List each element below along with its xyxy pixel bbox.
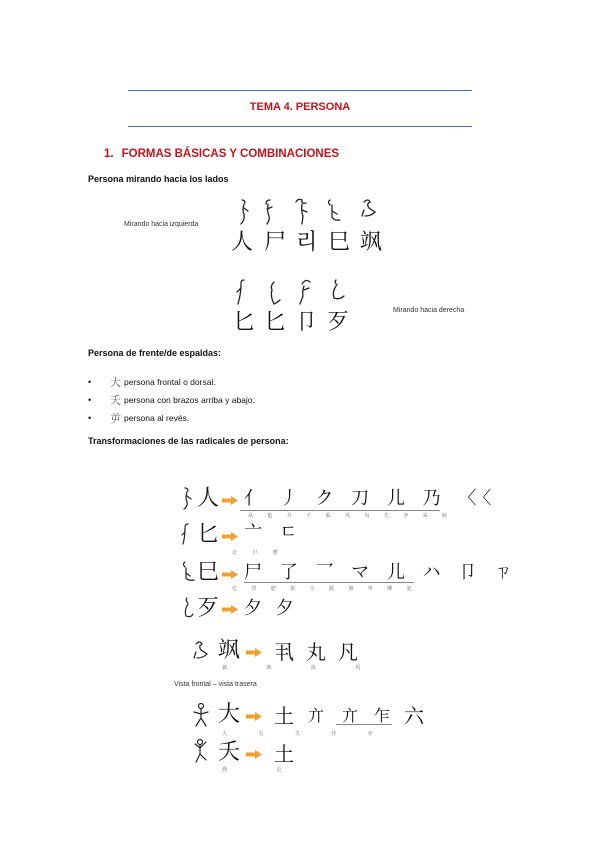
item-char: 屰 bbox=[110, 413, 121, 425]
row6-base: 大 bbox=[218, 702, 241, 727]
ancient-frontal-person-icon bbox=[192, 702, 210, 728]
row2-notes: 北 卢 舊 bbox=[232, 550, 278, 556]
row5-form-2: 丸 bbox=[306, 640, 326, 664]
front-list bbox=[88, 373, 255, 427]
row5-form-3: 凡 bbox=[338, 640, 358, 664]
left-char-2: 尸 bbox=[264, 230, 287, 255]
right-char-2: 匕 bbox=[264, 310, 287, 335]
right-char-3: 卩 bbox=[295, 310, 318, 335]
row1-forms: 亻 丿 ク 刀 儿 乃 〈〈 bbox=[244, 488, 498, 509]
row6-notes: 大 尖 夫 挂 亦 bbox=[222, 731, 373, 737]
ancient-figures-right bbox=[232, 276, 362, 308]
section-title: FORMAS BÁSICAS Y COMBINACIONES bbox=[121, 148, 340, 160]
page-title: TEMA 4. PERSONA bbox=[249, 101, 351, 113]
ancient-person-icon bbox=[180, 522, 194, 546]
top-rule bbox=[128, 90, 472, 91]
bullet-icon: • bbox=[88, 377, 92, 387]
row3-underline bbox=[244, 582, 414, 583]
section-heading bbox=[104, 148, 339, 160]
item-text: persona frontal o dorsal. bbox=[124, 377, 216, 387]
arrow-icon bbox=[222, 605, 238, 614]
row1-base: 人 bbox=[197, 486, 220, 511]
row5-form-1: 丮 bbox=[274, 640, 294, 664]
item-char: 大 bbox=[110, 377, 121, 389]
list-item bbox=[88, 409, 255, 427]
row2-base: 匕 bbox=[197, 522, 220, 547]
item-text: persona al revés. bbox=[124, 413, 190, 423]
row5-notes: 孰 執 执 巩 bbox=[222, 665, 361, 671]
sides-heading: Persona mirando hacia los lados bbox=[88, 174, 229, 184]
left-char-3: 리 bbox=[296, 230, 318, 255]
arrow-icon bbox=[246, 648, 262, 657]
row6-form-4: 乍 bbox=[374, 706, 391, 725]
right-char-4: 歹 bbox=[327, 310, 350, 335]
section-number: 1. bbox=[104, 148, 114, 160]
ancient-figures-left bbox=[232, 196, 392, 226]
list-item bbox=[88, 391, 255, 409]
row7-notes: 喬 走 bbox=[222, 767, 282, 773]
item-char: 夭 bbox=[110, 395, 121, 407]
bottom-rule bbox=[128, 126, 472, 127]
row3-base: 巳 bbox=[197, 560, 220, 585]
row7-form-1: 土 bbox=[274, 742, 294, 766]
bullet-icon: • bbox=[88, 395, 92, 405]
right-char-1: 匕 bbox=[233, 310, 256, 335]
row6-form-5: 六 bbox=[404, 704, 424, 728]
ancient-person-icon bbox=[180, 596, 194, 620]
ancient-arms-person-icon bbox=[192, 738, 210, 764]
bullet-icon: • bbox=[88, 413, 92, 423]
vista-label: Vista frontal – vista trasera bbox=[174, 681, 257, 688]
arrow-icon bbox=[222, 532, 238, 541]
left-label: Mirando hacia izquierda bbox=[124, 221, 199, 228]
row4-forms: 夕 夕 bbox=[244, 598, 298, 619]
transform-heading: Transformaciones de las radicales de persona: bbox=[88, 436, 289, 446]
left-char-1: 人 bbox=[231, 230, 254, 255]
front-heading: Persona de frente/de espaldas: bbox=[88, 348, 222, 358]
arrow-icon bbox=[246, 750, 262, 759]
row1-notes: 从 毡 并 千 临 风 匃 先 争 采 脉 bbox=[248, 513, 448, 519]
ancient-person-icon bbox=[180, 560, 196, 584]
row5-base: 飒 bbox=[218, 638, 241, 663]
row6-underline bbox=[336, 724, 392, 725]
list-item bbox=[88, 373, 255, 391]
arrow-icon bbox=[246, 712, 262, 721]
row3-notes: 危 印 肥 象 令 阪 卵 卑 卿 犯 bbox=[232, 586, 412, 592]
row6-form-1: 土 bbox=[274, 704, 294, 728]
ancient-wind-person-icon bbox=[192, 638, 212, 664]
arrow-icon bbox=[222, 570, 238, 579]
ancient-person-icon bbox=[180, 486, 194, 510]
left-char-4: 巳 bbox=[328, 230, 351, 255]
right-label: Mirando hacia derecha bbox=[393, 307, 465, 314]
item-text: persona con brazos arriba y abajo. bbox=[124, 395, 255, 405]
row2-forms: 亠 ㄷ bbox=[244, 522, 304, 543]
arrow-icon bbox=[222, 496, 238, 505]
left-char-5: 飒 bbox=[360, 230, 383, 255]
row6-form-3: 亣 bbox=[342, 706, 359, 725]
row3-forms: 尸 了 乛 マ 儿 ハ 卩 ㄗ bbox=[244, 562, 519, 583]
row1-underline bbox=[240, 510, 440, 511]
row7-base: 夭 bbox=[218, 740, 241, 765]
row4-base: 歹 bbox=[197, 596, 220, 621]
row6-form-2: 亣 bbox=[308, 706, 325, 725]
